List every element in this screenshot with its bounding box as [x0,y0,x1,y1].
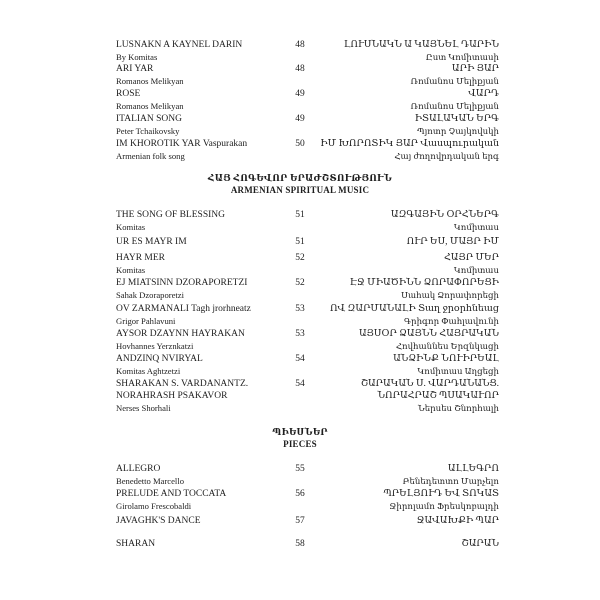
entry-page-number: 52 [295,278,305,288]
entry-composer-armenian: Ռոմանոս Մելիքյան [410,76,499,86]
toc-entry-allegro [0,463,600,487]
entry-composer: Komitas Aghtzetzi [116,366,181,376]
entry-title-armenian: ՇԱՐԱԿԱՆ Ս. ՎԱՐԴԱՆԱՆՑ. [360,379,499,389]
entry-composer: Grigor Pahlavuni [116,316,176,326]
entry-title-armenian: ՇԱՐԱՆ [461,539,499,549]
entry-title-armenian: ԻՏԱԼԱԿԱՆ ԵՐԳ [414,114,499,124]
entry-title: IM KHOROTIK YAR Vaspurakan [116,139,248,149]
entry-title-armenian: ՀԱՅՐ ՄԵՐ [443,253,499,263]
entry-title: ROSE [116,89,141,99]
toc-entry-aysor-dzaynn [0,328,600,352]
entry-composer-armenian: Ըստ Կոմիտասի [425,52,499,62]
entry-title-armenian: ԷՋ ՄԻԱԾԻՆՆ ՁՈՐԱՓՈՐԵՑԻ [349,278,499,288]
entry-page-number: 53 [295,329,305,339]
entry-composer: Romanos Melikyan [116,76,184,86]
entry-composer-armenian: Հովհաննես Երզնկացի [395,341,499,351]
entry-composer: Armenian folk song [116,151,185,161]
entry-title-armenian: ԱԶԳԱՅԻՆ ՕՐՀՆԵՐԳ [390,210,499,220]
toc-entry-andzinq-nviryal [0,353,600,377]
entry-composer-armenian: Կոմիտաս [453,222,499,232]
entry-title: ANDZINQ NVIRYAL [116,354,203,364]
entry-composer-armenian: Ռոմանոս Մելիքյան [410,101,499,111]
entry-title: ALLEGRO [116,464,161,474]
entry-composer: Romanos Melikyan [116,101,184,111]
entry-composer-armenian: Պյոտր Չայկովսկի [417,126,499,136]
toc-entry-sharakan-vardanantz [0,378,600,414]
entry-composer-armenian: Սահակ Ձորափորեցի [401,290,499,300]
entry-page-number: 53 [295,304,305,314]
entry-title-armenian-line2: ՆՈՐԱՀՐԱՇ ՊՍԱԿԱՒՈՐ [377,391,499,401]
toc-entry-prelude-and-toccata [0,488,600,512]
entry-page-number: 50 [295,139,305,149]
entry-title-armenian: ԻՄ ԽՈՐՈՏԻԿ ՅԱՐ Վասպուրական [320,139,499,149]
entry-page-number: 49 [295,89,305,99]
entry-title-armenian: ԱԼԼԵԳՐՈ [447,464,499,474]
entry-composer: Sahak Dzoraporetzi [116,290,185,300]
section-heading-armenian: ՀԱՅ ՀՈԳԵՎՈՐ ԵՐԱԺՇՏՈՒԹՅՈՒՆ [207,173,393,183]
toc-entry-rose [0,88,600,112]
entry-composer-armenian: Կոմիտաս Աղցեցի [417,366,499,376]
entry-title-line2: NORAHRASH PSAKAVOR [116,391,228,401]
entry-title: JAVAGHK'S DANCE [116,516,201,526]
entry-title: PRELUDE AND TOCCATA [116,489,227,499]
entry-composer: Benedetto Marcello [116,476,185,486]
entry-composer: Nerses Shorhali [116,403,171,413]
entry-page-number: 54 [295,354,305,364]
entry-title: LUSNAKN A KAYNEL DARIN [116,40,243,50]
section-heading-english: PIECES [283,439,317,449]
entry-composer-armenian: Հայ ժողովրդական երգ [394,151,499,161]
entry-page-number: 55 [295,464,305,474]
entry-composer: Komitas [116,222,146,232]
section-heading-armenian: ՊԻԵՍՆԵՐ [272,427,328,437]
entry-title-armenian: ԱՅՍՕՐ ՁԱՅՆՆ ՀԱՅՐԱԿԱՆ [358,329,499,339]
entry-page-number: 49 [295,114,305,124]
entry-composer: By Komitas [116,52,158,62]
entry-title-armenian: ԱՆՁԻՆՔ ՆՈՒԻՐԵԱԼ [393,354,499,364]
entry-composer-armenian: Կոմիտաս [453,265,499,275]
entry-page-number: 51 [295,210,305,220]
toc-entry-ur-es-mayr-im [0,236,600,248]
toc-entry-lusnakn [0,39,600,63]
entry-title-armenian: ՊՐԵԼՅՈՒԴ ԵՎ ՏՈԿԱՏ [383,489,499,499]
entry-composer-armenian: Ջիրոլամո Ֆրեսկոբալդի [389,501,499,511]
entry-composer: Girolamo Frescobaldi [116,501,192,511]
entry-page-number: 54 [295,379,305,389]
toc-entry-hayr-mer [0,252,600,276]
entry-page-number: 51 [295,237,305,247]
section-heading-pieces [0,426,600,450]
entry-title-armenian: ՎԱՐԴ [468,89,499,99]
entry-composer-armenian: Գրիգոր Փահլավունի [403,316,499,326]
entry-page-number: 48 [295,64,305,74]
entry-page-number: 58 [295,539,305,549]
entry-title-armenian: ԱՐԻ ՅԱՐ [451,64,499,74]
entry-title: ARI YAR [116,64,154,74]
entry-title: AYSOR DZAYNN HAYRAKAN [116,329,245,339]
entry-composer-armenian: Ներսես Շնորհալի [417,403,499,413]
entry-composer: Peter Tchaikovsky [116,126,180,136]
toc-entry-ari-yar [0,63,600,87]
entry-title: UR ES MAYR IM [116,237,187,247]
entry-page-number: 56 [295,489,305,499]
entry-page-number: 57 [295,516,305,526]
toc-entry-im-khorotik-yar [0,138,600,162]
entry-title: OV ZARMANALI Tagh jrorhneatz [116,304,251,314]
entry-title-armenian: ՈՒՐ ԵՍ, ՄԱՅՐ ԻՄ [406,237,499,247]
entry-title: EJ MIATSINN DZORAPORETZI [116,278,248,288]
toc-entry-ov-zarmanali [0,303,600,327]
entry-title: THE SONG OF BLESSING [116,210,225,220]
section-heading-english: ARMENIAN SPIRITUAL MUSIC [230,185,370,195]
toc-entry-song-of-blessing [0,209,600,233]
entry-composer: Komitas [116,265,146,275]
entry-page-number: 52 [295,253,305,263]
entry-title-armenian: ՈՎ ԶԱՐՄԱՆԱԼԻ Տաղ ջրօրհնեաց [329,304,499,314]
toc-entry-ej-miatsinn [0,277,600,301]
entry-title: SHARAKAN S. VARDANANTZ. [116,379,249,389]
toc-entry-javaghks-dance [0,515,600,527]
entry-title: SHARAN [116,539,156,549]
entry-title: ITALIAN SONG [116,114,182,124]
entry-title: HAYR MER [116,253,166,263]
entry-composer-armenian: Բենեդետտո Մարչելո [402,476,499,486]
entry-page-number: 48 [295,40,305,50]
section-heading-spiritual-music [0,172,600,196]
toc-entry-italian-song [0,113,600,137]
entry-title-armenian: ՋԱՎԱԽՔԻ ՊԱՐ [416,516,499,526]
entry-title-armenian: ԼՈՒՍՆԱԿՆ Ա ԿԱՅՆԵԼ ԴԱՐԻՆ [343,40,499,50]
entry-composer: Hovhannes Yerznkatzi [116,341,194,351]
toc-entry-sharan [0,538,600,550]
